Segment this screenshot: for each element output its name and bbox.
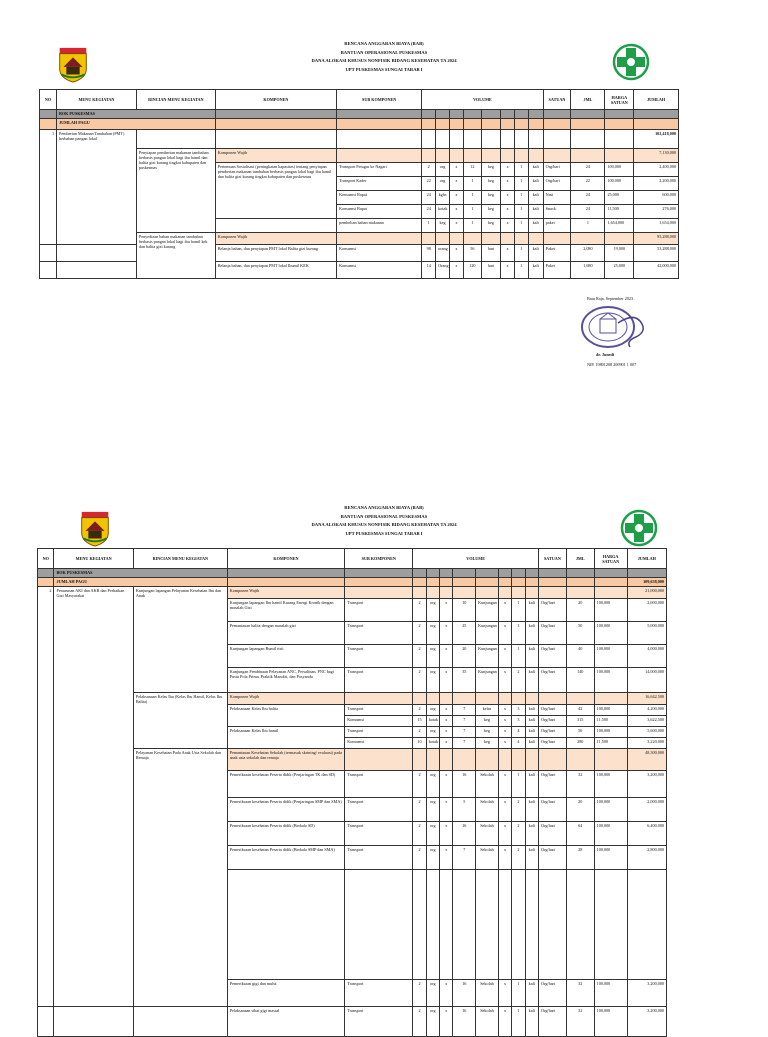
col-jumlah: JUMLAH	[627, 549, 666, 569]
col-menu: MENU KEGIATAN	[57, 90, 137, 110]
table-row: Pelaksanaan sikat gigi massal Transport 2 org x 16 Sekolah x 1 kali Org/hari 32 100,000 3,200,000	[38, 1007, 667, 1037]
komponen-header: Komponen Wajib	[215, 149, 336, 163]
col-volume: VOLUME	[413, 549, 539, 569]
rab-page-2	[0, 500, 768, 1024]
green-cross-icon	[619, 508, 659, 548]
col-jml: JML	[571, 90, 605, 110]
menu-no: 2	[38, 587, 54, 1007]
komponen-header: Komponen Wajib	[227, 587, 345, 599]
rincian: Penyiapan pemberian makanan tambahan berbasis pangan lokal bagi ibu hamil dan balita gizi kurang tingkat kabupaten dan puskesmas	[136, 149, 215, 233]
col-rincian: RINCIAN MENU KEGIATAN	[136, 90, 215, 110]
pagu-row: JUMLAH PAGU	[54, 578, 227, 587]
table-row: pembelian bahan makanan 1 keg x 1 keg x 1 kali paket 1 1,654,000 1,654,000	[40, 219, 679, 233]
rab-subtitle: BANTUAN OPERASIONAL PUSKESMAS	[340, 49, 428, 55]
col-satuan: SATUAN	[543, 90, 571, 110]
table-row: Konsumsi 10 kotak x 7 keg x 4 kali Org/hari 280 11,500 3,220,000	[38, 738, 667, 749]
menu-kegiatan: Penurunan AKI dan AKB dan Perbaikan Gizi Masyarakat	[54, 587, 133, 1007]
rab-subtitle: BANTUAN OPERASIONAL PUSKESMAS	[340, 513, 428, 519]
rab-fund-line: DANA ALOKASI KHUSUS NONFISIK BIDANG KESEHATAN TA 2024	[311, 522, 457, 527]
rincian: Kunjungan lapangan Pelayanan Kesehatan Ibu dan Anak	[133, 587, 227, 693]
col-no: NO	[40, 90, 57, 110]
menu-total: 102,418,000	[634, 130, 679, 149]
table-row: Konsumsi Rapat 24 kghs x 1 keg x 1 kali Nasi 24 25,000 600,000	[40, 191, 679, 205]
col-komponen: KOMPONEN	[215, 90, 336, 110]
komponen-header: Pemantauan Kesehatan Sekolah (termasuk skrining/ evaluasi) pada anak usia sekolah dan remaja	[227, 749, 345, 771]
col-no: NO	[38, 549, 54, 569]
table-row: Pemeriksaan kesehatan Peserta didik (Penjaringan SMP dan SMA) Transport 2 org x 5 Sekolah x 2 kali Org/hari 20 100,000 2,000,000	[38, 798, 667, 822]
menu-no: 1	[40, 130, 57, 245]
col-volume: VOLUME	[422, 90, 543, 110]
table-row: Pemeriksaan kesehatan Peserta didik (Penjaringan TK dan SD) Transport 2 org x 16 Sekolah x 1 kali Org/hari 32 100,000 3,200,000	[38, 771, 667, 798]
table-row: Transport Kader 22 org x 1 keg x 1 kali Org/hari 22 100,000 2,200,000	[40, 177, 679, 191]
col-harga: HARGA SATUAN	[605, 90, 634, 110]
table-row: Kunjungan Pembinaan Pelayanan ANC, Persalinan, PNC bagi Pustu Pola Prima, Praktik Mandiri, dan Posyandu Transport 2 org x 35 Kunjungan x 2 kali Org/hari 140 100,000 14,000,000	[38, 668, 667, 693]
signature-place-date: Batu Raja, September 2023	[587, 296, 634, 301]
rab-unit-line: UPT PUSKESMAS SUNGAI TARAB I	[345, 530, 423, 536]
table-row: Belanja bahan, dan penyiapan PMT lokal Balita gizi kurang Konsumsi 98 orang x 56 hari x 1 kali Paket 2,080 19,000 53,288,000	[40, 245, 679, 262]
pagu-row: JUMLAH PAGU	[57, 119, 216, 130]
rincian: Penyediaan bahan makanan tambahan berbasis pangan lokal bagi ibu hamil kek dan balita gizi kurang	[136, 233, 215, 279]
rab-title: RENCANA ANGGARAN BIAYA (RAB)	[344, 505, 424, 510]
green-cross-icon	[611, 42, 651, 82]
table-row: Kunjungan lapangan Ibu hamil Kurang Energi Kronik dengan masalah Gizi Transport 2 org x 10 Kunjungan x 1 kali Org/hari 20 100,000 2,000,000	[38, 599, 667, 622]
group-total: 16,642,500	[627, 693, 666, 705]
menu-kegiatan: Pemberian Makanan Tambahan (PMT) berbahan pangan lokal	[57, 130, 137, 245]
rab-fund-line: DANA ALOKASI KHUSUS NONFISIK BIDANG KESEHATAN TA 2024	[311, 58, 457, 63]
table-row: Pemantauan balita dengan masalah gizi Transport 2 org x 25 Kunjungan x 1 kali Org/hari 50 100,000 5,000,000	[38, 622, 667, 645]
rab-header	[0, 40, 768, 74]
table-row: Pertemuan Sosialisasi (peningkatan kapasitas) tentang penyiapan pemberian makanan tambahan berbasis pangan lokal bagi ibu hamil dan balita gizi kurang tingkat kabupaten dan puskesmas Transport Petugas ke Nagari 2 org x 12 keg x 1 kali Org/hari 24 100,000 2,400,000	[40, 163, 679, 177]
group-total: 21,000,000	[627, 587, 666, 599]
group-total: 95,288,000	[634, 233, 679, 245]
table-row: Konsumsi Rapat 24 kotak x 1 keg x 1 kali Snack 24 11,500 276,000	[40, 205, 679, 219]
pagu-total: 109,638,000	[627, 578, 666, 587]
rab-table-1	[39, 89, 679, 279]
signature-name: dr. Junedi	[596, 352, 614, 357]
group-total: 7,130,000	[634, 149, 679, 163]
table-row: Konsumsi 15 kotak x 7 keg x 3 kali Org/hari 315 11,500 3,622,500	[38, 716, 667, 727]
rincian: Pelaksanaan Kelas Ibu (Kelas Ibu Hamil, Kelas Ibu Balita)	[133, 693, 227, 749]
official-stamp-icon	[578, 303, 654, 353]
signature-nip: NIP. 19801208 200901 1 007	[587, 362, 637, 367]
table-row: Pemeriksaan kesehatan Peserta didik (Berkala SD) Transport 2 org x 16 Sekolah x 2 kali Org/hari 64 100,000 6,400,000	[38, 822, 667, 846]
col-satuan: SATUAN	[539, 549, 567, 569]
col-sub-komponen: SUB KOMPONEN	[337, 90, 422, 110]
table-row: Belanja bahan, dan penyiapan PMT lokal Ibumil KEK Konsumsi 14 Orang x 120 hari x 1 kali Paket 1,680 25,000 42,000,000	[40, 262, 679, 279]
bok-row: BOK PUSKESMAS	[57, 110, 216, 119]
rab-unit-line: UPT PUSKESMAS SUNGAI TARAB I	[345, 66, 423, 72]
bok-row: BOK PUSKESMAS	[54, 569, 227, 578]
table-row: Pelaksanaan Kelas Ibu balita Transport 2 org x 7 kelas x 3 kali Org/hari 42 100,000 4,200,000	[38, 705, 667, 716]
table-row: Pelaksanaan Kelas Ibu hamil Transport 2 org x 7 keg x 4 kali Org/hari 56 100,000 5,600,000	[38, 727, 667, 738]
col-komponen: KOMPONEN	[227, 549, 345, 569]
rab-title: RENCANA ANGGARAN BIAYA (RAB)	[344, 41, 424, 46]
col-jumlah: JUMLAH	[634, 90, 679, 110]
col-harga: HARGA SATUAN	[594, 549, 627, 569]
rab-table-2	[37, 548, 667, 1037]
col-sub-komponen: SUB KOMPONEN	[345, 549, 413, 569]
komponen-header: Komponen Wajib	[215, 233, 336, 245]
komponen-header: Komponen Wajib	[227, 693, 345, 705]
table-row: Pemeriksaan gigi dan mulut Transport 2 org x 16 Sekolah x 1 kali Org/hari 32 100,000 3,200,000	[38, 980, 667, 1007]
col-rincian: RINCIAN MENU KEGIATAN	[133, 549, 227, 569]
table-row: Pemeriksaan kesehatan Peserta didik (Berkala SMP dan SMA) Transport 2 org x 7 Sekolah x 2 kali Org/hari 28 100,000 2,800,000	[38, 846, 667, 870]
rab-page-1	[0, 0, 768, 300]
col-menu: MENU KEGIATAN	[54, 549, 133, 569]
group-total: 48,300,000	[627, 749, 666, 771]
table-row: Kunjungan lapangan Bumil risti Transport 2 org x 20 Kunjungan x 1 kali Org/hari 40 100,000 4,000,000	[38, 645, 667, 668]
col-jml: JML	[566, 549, 594, 569]
rincian: Pelayanan Kesehatan Pada Anak Usia Sekolah dan Remaja	[133, 749, 227, 1007]
